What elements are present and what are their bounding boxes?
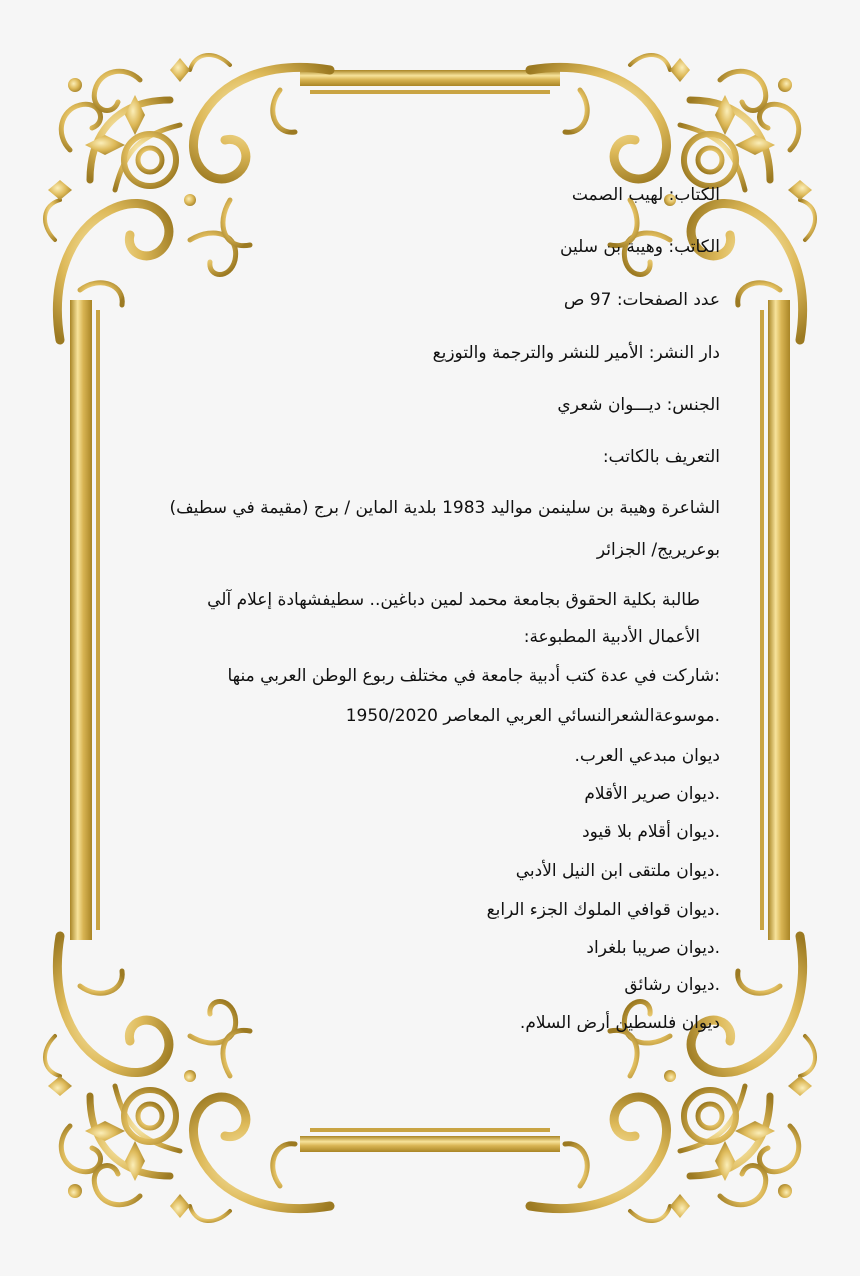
works-intro: :شاركت في عدة كتب أدبية جامعة في مختلف ربوع الوطن العربي منها [227, 666, 720, 686]
work-item-8: .ديوان رشائق [624, 975, 720, 995]
bio-line-2: بوعريريج/ الجزائر [596, 540, 720, 560]
work-item-7: .ديوان صريبا بلغراد [586, 938, 720, 958]
work-item-5: .ديوان ملتقى ابن النيل الأدبي [515, 861, 720, 881]
bio-line-1: الشاعرة وهيبة بن سلينمن مواليد 1983 بلدية الماين / برج (مقيمة في سطيف) [169, 498, 720, 518]
publisher-line: دار النشر: الأمير للنشر والترجمة والتوزيع [432, 343, 720, 363]
page-count-line: عدد الصفحات: 97 ص [563, 290, 720, 310]
work-item-3: .ديوان صرير الأقلام [584, 784, 720, 804]
book-title-line: الكتاب: لهيب الصمت [571, 185, 720, 205]
frame-bar-top [300, 70, 560, 86]
genre-line: الجنس: ديـــوان شعري [557, 395, 720, 415]
frame-bar-right [768, 300, 790, 940]
work-item-1: .موسوعةالشعرالنسائي العربي المعاصر 1950/2020 [345, 706, 720, 726]
about-author-heading: التعريف بالكاتب: [602, 447, 720, 467]
work-item-2: ديوان مبدعي العرب. [574, 746, 720, 766]
bio-line-3: طالبة بكلية الحقوق بجامعة محمد لمين دباغين.. سطيفشهادة إعلام آلي [207, 590, 700, 610]
works-heading: الأعمال الأدبية المطبوعة: [523, 627, 700, 647]
work-item-6: .ديوان قوافي الملوك الجزء الرابع [486, 900, 720, 920]
frame-bar-left [70, 300, 92, 940]
work-item-9: ديوان فلسطين أرض السلام. [519, 1013, 720, 1033]
author-line: الكاتب: وهيبة بن سلين [560, 237, 720, 257]
work-item-4: .ديوان أقلام بلا قيود [582, 822, 720, 842]
ornament-top-left [45, 55, 330, 340]
frame-bar-bottom [300, 1136, 560, 1152]
ornament-bottom-left [45, 936, 330, 1221]
